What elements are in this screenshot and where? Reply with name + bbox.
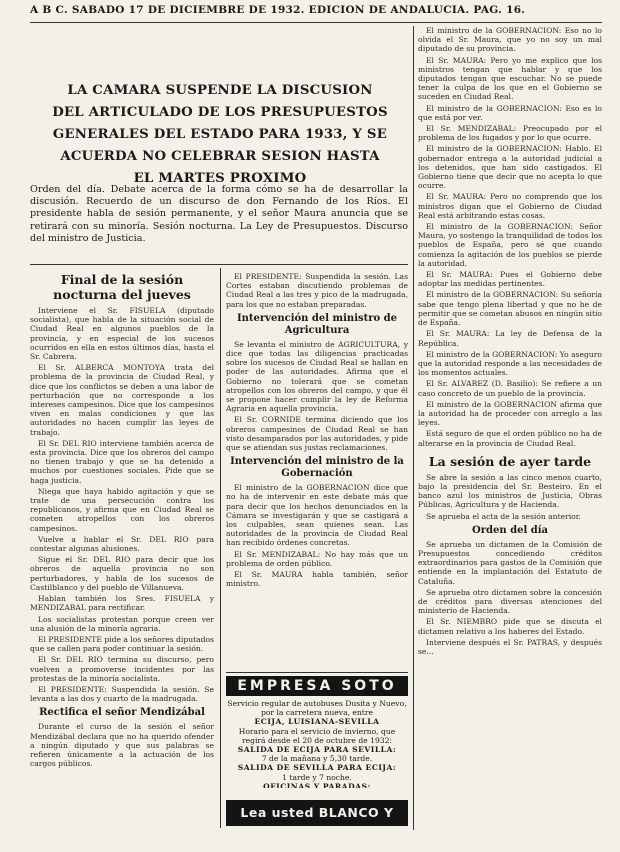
paragraph: El Sr. NIEMBRO pide que se discuta el dictamen relativo a los haberes del Estado.: [418, 617, 602, 636]
paragraph: El PRESIDENTE pide a los señores diputados que se callen para poder continuar la sesión.: [30, 634, 214, 654]
column-3: [418, 26, 602, 830]
paragraph: Niega que haya habido agitación y que se trate de una persecución contra los republicanos, y afirma que en Ciudad Real se cometen atropellos con los obreros campesinos.: [30, 486, 214, 533]
paragraph: Se aprueba otro dictamen sobre la concesión de créditos para diversas atenciones del ministerio de Hacienda.: [418, 587, 602, 616]
article-title-gobernacion: Intervención del ministro de la Gobernación: [230, 456, 404, 480]
headline-line-1: LA CAMARA SUSPENDE LA DISCUSION: [67, 83, 373, 98]
paragraph: El ministro de la GOBERNACION: Yo aseguro que la autoridad responde a las necesidades de los momentos actuales.: [418, 349, 602, 378]
page-header: A B C. SABADO 17 DE DICIEMBRE DE 1932. EDICION DE ANDALUCIA. PAG. 16.: [30, 4, 526, 16]
ad-departure-sevilla: SALIDA DE SEVILLA PARA ECIJA:: [237, 763, 397, 773]
article-title-agricultura: Intervención del ministro de Agricultura: [236, 312, 398, 336]
paragraph: El Sr. MAURA: Pero yo me explico que los ministros tengan que hablar y que los diputados tengan que escuchar. No se puede tener la culpa de los que en el Gobierno se suceden en Ciudad Real.: [418, 55, 602, 102]
column-2: [226, 272, 408, 672]
column-1: [30, 272, 214, 830]
paragraph: El Sr. MAURA: Pero no comprendo que los ministros digan que el Gobierno de Ciudad Real está arbitrando estas cosas.: [418, 192, 602, 220]
advertisement-blanco-y-negro: Lea usted BLANCO Y NEGRO: [226, 800, 408, 826]
ad-offices: OFICINAS Y PARADAS:: [263, 781, 371, 788]
headline-line-5: EL MARTES PROXIMO: [133, 171, 307, 186]
paragraph: El ministro de la GOBERNACION: Eso no lo olvida el Sr. Maura, que yo no soy un mal diputado de su provincia.: [418, 26, 602, 54]
paragraph: El Sr. DEL RIO interviene también acerca de esta provincia. Dice que los obreros del campo no tienen trabajo y que se ha detenido a muchos por cuestiones sociales. Pide que se haga justicia.: [30, 438, 214, 485]
summary-rule: [30, 264, 408, 265]
paragraph: El Sr. CORNIDE termina diciendo que los obreros campesinos de Ciudad Real se han visto desamparados por las autoridades, y pide que se atiendan sus justas reclamaciones.: [226, 415, 408, 453]
headline-line-4: ACUERDA NO CELEBRAR SESION HASTA: [60, 149, 380, 164]
paragraph: Vuelve a hablar el Sr. DEL RIO para contestar algunas alusiones.: [30, 534, 214, 554]
headline-line-3: GENERALES DEL ESTADO PARA 1933, Y SE: [52, 127, 388, 142]
paragraph: El ministro de la GOBERNACION dice que no ha de intervenir en este debate más que para decir que los hechos denunciados en la Cámara se investigarán y que se castigará a los culpables, sean quienes sean. Las autoridades de la provincia de Ciudad Real han recibido órdenes concretas.: [226, 483, 408, 548]
ad-line: 1 tarde y 7 noche.: [282, 772, 352, 782]
paragraph: Sigue el Sr. DEL RIO para decir que los obreros de aquella provincia no son perturbadores, y habla de los sucesos de Castilblanco y del pueblo de Villanueva.: [30, 555, 214, 592]
paragraph: El Sr. DEL RIO termina su discurso, pero vuelven a promoverse incidentes por las protestas de la minoría socialista.: [30, 655, 214, 683]
paragraph: El ministro de la GOBERNACION afirma que la autoridad ha de proceder con arreglo a las leyes.: [418, 399, 602, 428]
paragraph: El ministro de la GOBERNACION: Su señoría sabe que tengo plena libertad y que no he de permitir que se cometan abusos en ningún sitio de España.: [418, 290, 602, 328]
column-divider-1: [220, 268, 221, 828]
paragraph: El ministro de la GOBERNACION: Señor Maura, yo sostengo la tranquilidad de todos los pueblos de España, pero sé que cuando comienza la agitación de los pueblos se pierde la autoridad.: [418, 222, 602, 268]
paragraph: Interviene el Sr. FISUELA (diputado socialista), que habla de la situación social de Ciudad Real en algunos pueblos de la provincia, y en especial de los sucesos ocurridos en ella en estos últimos días, hasta el Sr. Cabrera.: [30, 306, 214, 362]
article-subtitle-mendizabal: Rectifica el señor Mendizábal: [39, 707, 205, 719]
ad-line: Servicio regular de autobuses Dusita y Nuevo, por la carretera nueva, entre: [227, 699, 407, 718]
paragraph: Se aprueba un dictamen de la Comisión de Presupuestos concediendo créditos extraordinarios para gastos de la Comisión que entiende en la implantación del Estatuto de Cataluña.: [418, 539, 602, 586]
article-title-sesion-ayer: La sesión de ayer tarde: [428, 453, 592, 469]
ad-route: ECIJA, LUISIANA-SEVILLA: [254, 717, 380, 727]
paragraph: El Sr. ALVAREZ (D. Basilio): Se refiere a un caso concreto de un pueblo de la provincia.: [418, 379, 602, 398]
ad-departure-ecija: SALIDA DE ECIJA PARA SEVILLA:: [237, 745, 397, 755]
paragraph: El PRESIDENTE: Suspendida la sesión. Se levanta a las dos y cuarto de la madrugada.: [30, 684, 214, 704]
paragraph: El Sr. MAURA habla también, señor ministro.: [226, 570, 408, 589]
ad-title: EMPRESA SOTO: [226, 676, 408, 696]
header-rule: [30, 22, 602, 23]
paragraph: El PRESIDENTE: Suspendida la sesión. Las Cortes estaban discutiendo problemas de Ciudad Real a las tres y pico de la madrugada, para los que no estaban preparadas.: [226, 272, 408, 309]
paragraph: El Sr. ALBERCA MONTOYA trata del problema de la provincia de Ciudad Real, y dice que los conflictos se deben a una labor de perturbación que no corresponde a los intereses campesinos. Dice que los campesinos viven en malas condiciones y que las autoridades no hacen cumplir las leyes de trabajo.: [30, 363, 214, 437]
paragraph: Se levanta el ministro de AGRICULTURA, y dice que todas las diligencias practicadas sobre los sucesos de Ciudad Real se hallan en poder de las autoridades. Afirma que el Gobierno no tolerará que se cometan atropellos con los obreros del campo, y que él se propone hacer cumplir la ley de Reforma Agraria en aquella provincia.: [226, 339, 408, 414]
paragraph: Se aprueba el acta de la sesión anterior.: [426, 511, 581, 521]
column-divider-2: [413, 26, 414, 830]
paragraph: Interviene después el Sr. PATRAS, y después se...: [418, 637, 602, 656]
article-title-final-sesion: Final de la sesión nocturna del jueves: [53, 272, 191, 302]
paragraph: Los socialistas protestan porque creen ver una alusión de la minoría agraria.: [30, 614, 214, 633]
paragraph: Está seguro de que el orden público no ha de alterarse en la provincia de Ciudad Real.: [418, 429, 602, 448]
paragraph: Hablan también los Sres. FISUELA y MENDIZABAL para rectificar.: [30, 594, 214, 613]
advertisement-empresa-soto: [226, 676, 408, 788]
paragraph: El Sr. MAURA: La ley de Defensa de la República.: [418, 329, 602, 348]
paragraph: Durante el curso de la sesión el señor Mendizábal declara que no ha querido ofender a ningún diputado y que sus palabras se refieren únicamente a la actuación de los cargos públicos.: [30, 722, 214, 769]
section-title-orden-del-dia: Orden del día: [472, 524, 548, 536]
ad-rule: [226, 672, 408, 673]
paragraph: Se abre la sesión a las cinco menos cuarto, bajo la presidencia del Sr. Besteiro. En el banco azul los ministros de Justicia, Obras Públicas, Agricultura y de Hacienda.: [418, 472, 602, 510]
ad-line: Horario para el servicio de invierno, que regirá desde el 20 de octubre de 1932:: [238, 726, 396, 745]
headline-line-2: DEL ARTICULADO DE LOS PRESUPUESTOS: [52, 105, 388, 120]
paragraph: El Sr. MENDIZABAL: No hay más que un problema de orden público.: [226, 549, 408, 568]
paragraph: El ministro de la GOBERNACION: Hablo. El gobernador entrega a la autoridad judicial a los detenidos, que han sido castigados. El Gobierno tiene que decir que no acepta lo que ocurre.: [418, 144, 602, 191]
ad-line: 7 de la mañana y 5,30 tarde.: [261, 754, 373, 764]
headline-summary: Orden del día. Debate acerca de la forma cómo se ha de desarrollar la discusión. Recuerdo de un discurso de don Fernando de los Ríos. El presidente habla de sesión permanente, y el señor Maura anuncia que se retirará con su minoría. Sesión nocturna. La Ley de Presupuestos. Discurso del ministro de Justicia.: [30, 184, 408, 244]
paragraph: El Sr. MAURA: Pues el Gobierno debe adoptar las medidas pertinentes.: [418, 270, 602, 289]
paragraph: El Sr. MENDIZABAL: Preocupado por el problema de los fugados y por lo que ocurre.: [418, 124, 602, 143]
paragraph: El ministro de la GOBERNACION: Eso es lo que está por ver.: [418, 103, 602, 122]
